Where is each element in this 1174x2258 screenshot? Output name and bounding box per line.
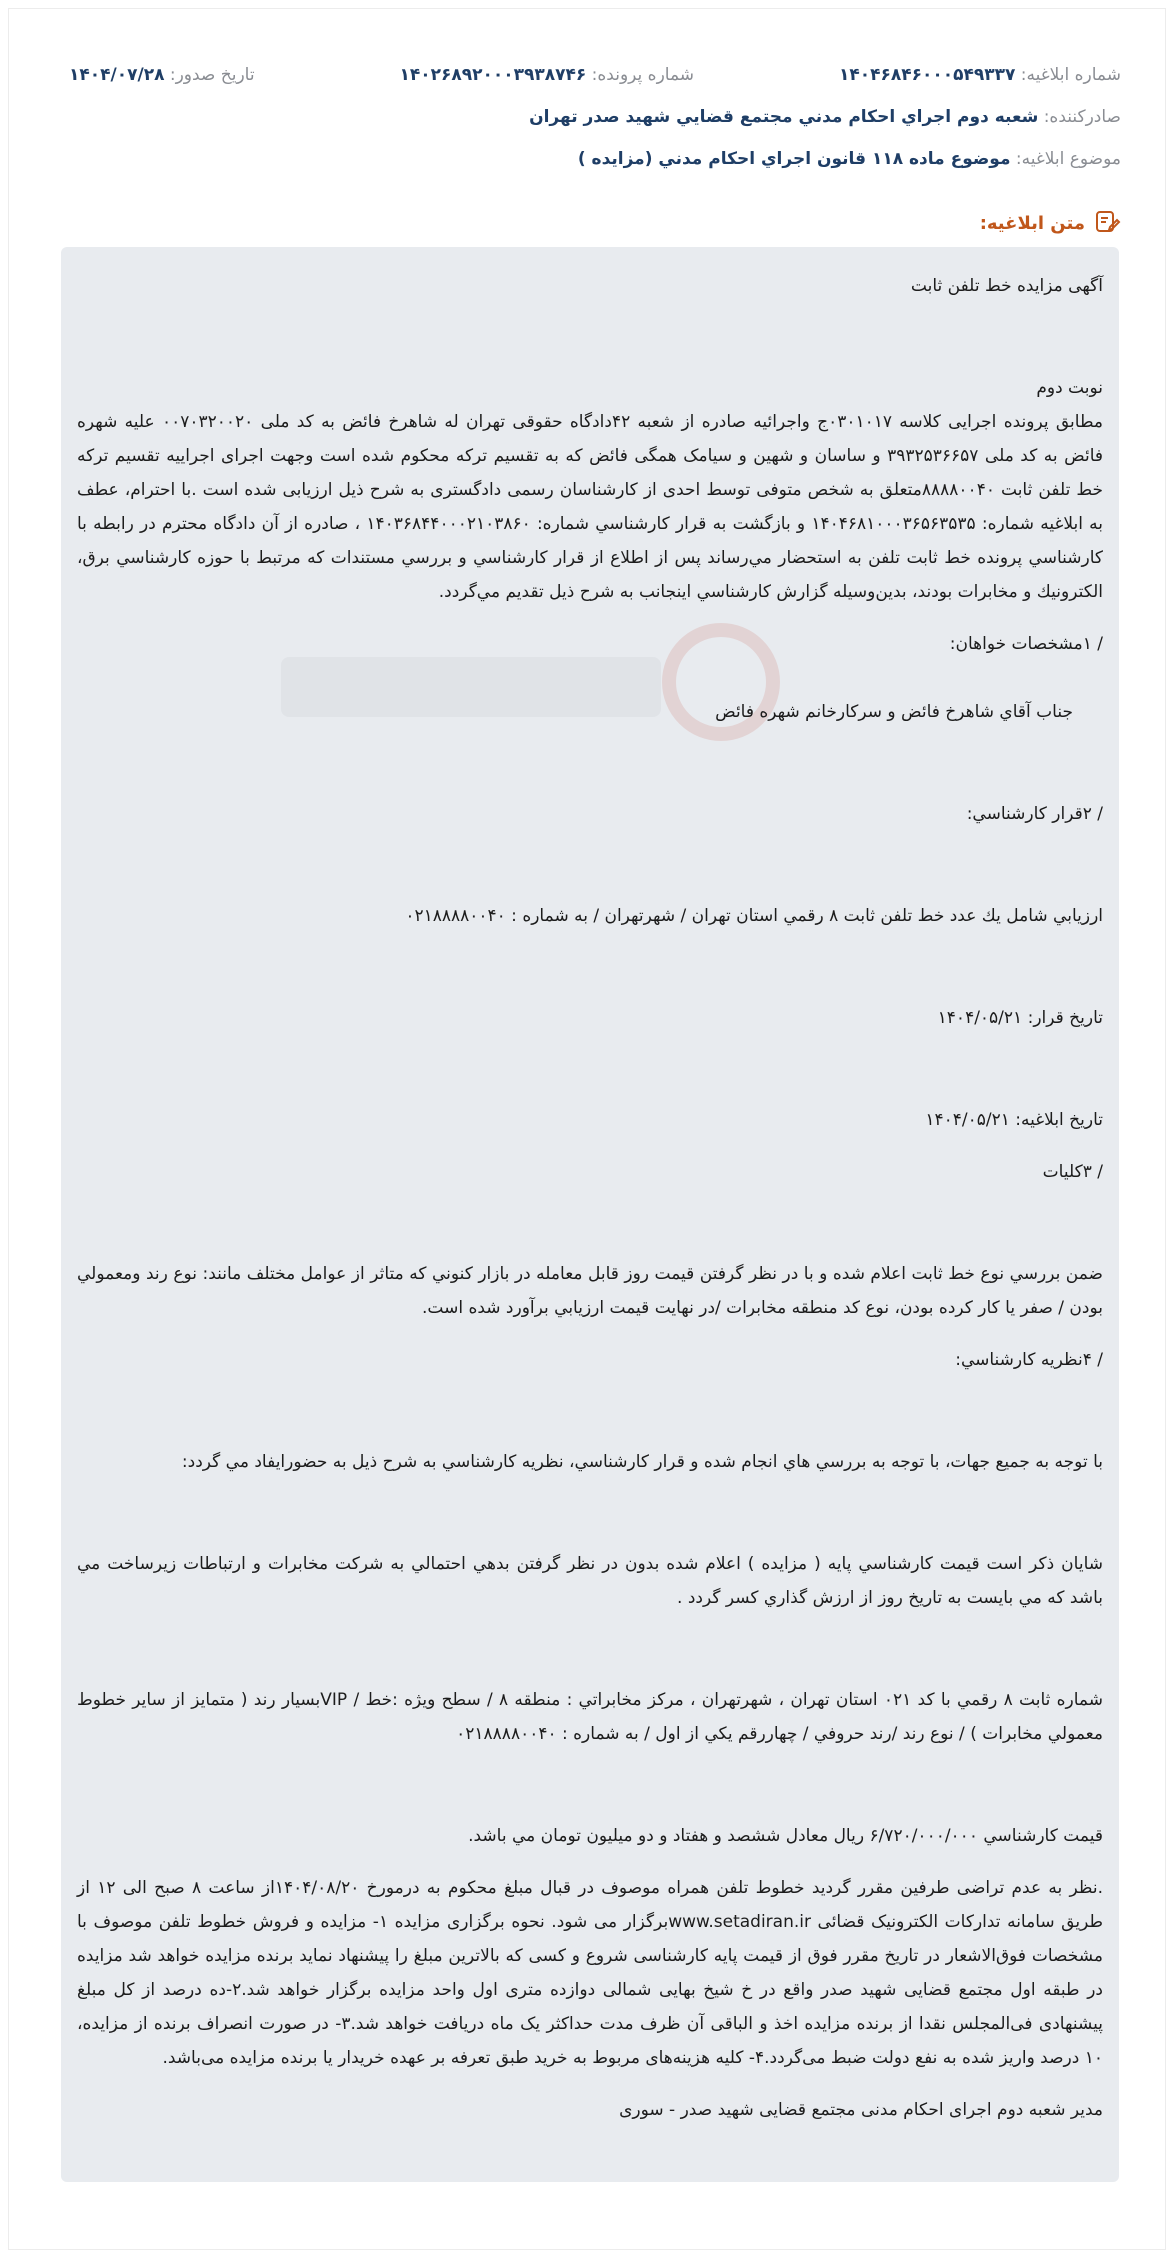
- auction-terms: .نظر به عدم تراضی طرفین مقرر گردید خطوط تلفن همراه موصوف در قبال مبلغ محکوم به درمورخ ۱۴۰۴/۰۸/۲۰از ساعت ۸ صبح الی ۱۲ از طریق سامانه تدارکات الکترونیک قضائی www.setadiran.irبرگزار می شود. نحوه برگزاری مزایده ۱- مزایده و فروش خطوط تلفن موصوف با مشخصات فوق‌الاشعار در تاریخ مقرر فوق از قیمت پایه کارشناسی شروع و کسی که بالاترین مبلغ را پیشنهاد نماید برنده مزایده خواهد شد مزایده در طبقه اول مجتمع قضایی شهید صدر واقع در خ شیخ بهایی شمالی دوازده متری اول واحد مزایده برگزار خواهد شد.۲-ده درصد از کل مبلغ پیشنهادی فی‌المجلس نقدا از برنده مزایده اخذ و الباقی آن ظرف مدت حداکثر یک ماه دریافت خواهد شد.۳- در صورت انصراف برنده از مزایده، ۱۰ درصد واریز شده به نفع دولت ضبط می‌گردد.۴- کلیه هزینه‌های مربوط به خرید طبق تعرفه بر عهده خریدار یا برنده مزایده می‌باشد.: [77, 1878, 1104, 2068]
- signature-line: مدیر شعبه دوم اجرای احکام مدنی مجتمع قضایی شهید صدر - سوری: [619, 2100, 1103, 2120]
- notice-page: [8, 8, 1166, 2250]
- notice-content-box: [61, 247, 1119, 2182]
- order-date: تاريخ قرار: ۱۴۰۴/۰۵/۲۱: [937, 1008, 1103, 1028]
- section-title-text: متن ابلاغیه:: [979, 213, 1085, 234]
- notice-date: تاريخ ابلاغيه: ۱۴۰۴/۰۵/۲۱: [925, 1110, 1103, 1130]
- notice-body: [77, 269, 1103, 2127]
- order-description: ارزيابي شامل يك عدد خط تلفن ثابت ۸ رقمي استان تهران / شهرتهران / به شماره : ۰۲۱۸۸۸۸۰۰۴۰: [405, 906, 1103, 926]
- case-number-label: شماره پرونده:: [591, 65, 695, 85]
- opinion-heading: / ۴نظريه كارشناسي:: [955, 1350, 1103, 1370]
- issuer-label: صادرکننده:: [1043, 107, 1121, 127]
- opinion-note: شايان ذكر است قيمت كارشناسي پايه ( مزايده ) اعلام شده بدون در نظر گرفتن بدهي احتمالي به شركت مخابرات و ارتباطات زيرساخت مي باشد كه مي بايست به تاريخ روز از ارزش گذاري كسر گردد .: [77, 1554, 1103, 1608]
- issue-date-group: [69, 65, 255, 85]
- issue-date: ۱۴۰۴/۰۷/۲۸: [69, 65, 165, 85]
- issue-date-label: تاریخ صدور:: [169, 65, 255, 85]
- generalities-heading: / ۳كليات: [1042, 1162, 1103, 1182]
- notice-number: ۱۴۰۴۶۸۴۶۰۰۰۵۴۹۳۳۷: [838, 65, 1016, 85]
- round-label: نوبت دوم: [1036, 378, 1103, 398]
- order-heading: / ۲قرار كارشناسي:: [966, 804, 1103, 824]
- section-title: [980, 207, 1121, 240]
- valuation-price: قيمت كارشناسي ۶/۷۲۰/۰۰۰/۰۰۰ ريال معادل ششصد و هفتاد و دو ميليون تومان مي باشد.: [468, 1826, 1103, 1846]
- plaintiff-names: جناب آقاي شاهرخ فائض و سركارخانم شهره فائض: [715, 702, 1073, 722]
- opinion-intro: با توجه به جميع جهات، با توجه به بررسي هاي انجام شده و قرار كارشناسي، نظريه كارشناسي به شرح ذيل به حضورايفاد مي گردد:: [181, 1452, 1103, 1472]
- line-specification: شماره ثابت ۸ رقمي با كد ۰۲۱ استان تهران ، شهرتهران ، مركز مخابراتي : منطقه ۸ / سطح ويژه :خط / VIPبسيار رند ( متمايز از ساير خطوط معمولي مخابرات ) / نوع رند /رند حروفي / چهاررقم يكي از اول / به شماره : ۰۲۱۸۸۸۸۰۰۴۰: [77, 1690, 1103, 1744]
- generalities-text: ضمن بررسي نوع خط ثابت اعلام شده و با در نظر گرفتن قيمت روز قابل معامله در بازار كنوني كه متاثر از عوامل مختلف مانند: نوع رند ومعمولي بودن / صفر يا كار كرده بودن، نوع كد منطقه مخابرات /در نهايت قيمت ارزيابي برآورد شده است.: [77, 1264, 1103, 1318]
- issuer-row: [529, 107, 1121, 127]
- document-edit-icon: [1093, 207, 1121, 240]
- subject: موضوع ماده ۱۱۸ قانون اجراي احكام مدني (مزايده ): [577, 149, 1011, 169]
- notice-number-group: [839, 65, 1121, 85]
- meta-row-numbers: [69, 65, 1121, 85]
- case-paragraph: مطابق پرونده اجرایی کلاسه ۰۳۰۱۰۱۷ج واجرائیه صادره از شعبه ۴۲دادگاه حقوقی تهران له شاهرخ فائض به کد ملی ۰۰۷۰۳۲۰۰۲۰ علیه شهره فائض به کد ملی ۳۹۳۲۵۳۶۶۵۷ و ساسان و شهین و سیامک همگی فائض که به تقسیم ترکه محکوم شده است وجهت اجرای اجراییه تقسیم ترکه خط تلفن ثابت ۸۸۸۸۰۰۴۰متعلق به شخص متوفی توسط احدی از کارشناسان رسمی دادگستری به شرح ذیل ارزیابی شده است .با احترام، عطف به ابلاغيه شماره: ۱۴۰۴۶۸۱۰۰۰۳۶۵۶۳۵۳۵ و بازگشت به قرار كارشناسي شماره: ۱۴۰۳۶۸۴۴۰۰۰۲۱۰۳۸۶۰ ، صادره از آن دادگاه محترم در رابطه با كارشناسي پرونده خط ثابت تلفن به استحضار مي‌رساند پس از اطلاع از قرار كارشناسي و بررسي مستندات كه مرتبط با حوزه كارشناسي برق، الكترونيك و مخابرات بودند، بدين‌وسيله گزارش كارشناسي اينجانب به شرح ذيل تقديم مي‌گردد.: [77, 412, 1104, 602]
- case-number: ۱۴۰۲۶۸۹۲۰۰۰۳۹۳۸۷۴۶: [399, 65, 587, 85]
- subject-row: [578, 149, 1121, 169]
- notice-number-label: شماره ابلاغیه:: [1020, 65, 1121, 85]
- subject-label: موضوع ابلاغیه:: [1015, 149, 1121, 169]
- notice-heading: آگهی مزایده خط تلفن ثابت: [910, 276, 1103, 296]
- case-number-group: [399, 65, 694, 85]
- issuer: شعبه دوم اجراي احكام مدني مجتمع قضايي شهيد صدر تهران: [529, 107, 1039, 127]
- plaintiff-heading: / ۱مشخصات خواهان:: [949, 634, 1103, 654]
